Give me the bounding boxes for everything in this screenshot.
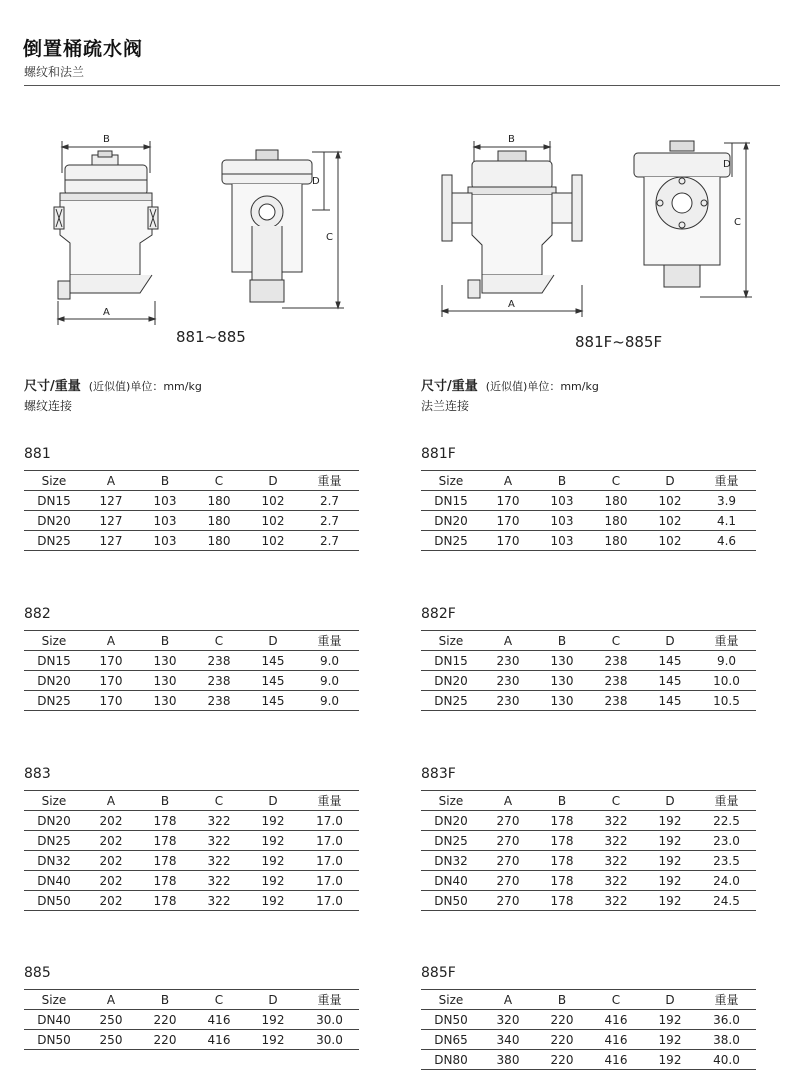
table-cell: 192	[261, 1032, 285, 1047]
table-row	[421, 831, 756, 851]
table-row	[421, 651, 756, 671]
table-cell: 192	[261, 833, 285, 848]
table-row	[24, 1030, 359, 1050]
table-cell: DN40	[37, 873, 71, 888]
table-cell: 202	[99, 873, 123, 888]
column-header: A	[503, 473, 513, 488]
column-header: C	[611, 992, 621, 1007]
table-cell: 102	[658, 533, 682, 548]
table-cell: 220	[550, 1032, 574, 1047]
column-header: B	[160, 793, 170, 808]
table-cell: 9.0	[319, 693, 340, 708]
table-cell: 38.0	[713, 1032, 740, 1047]
table-cell: 220	[153, 1032, 177, 1047]
model-label-882: 882	[24, 606, 51, 622]
right-dims-heading	[421, 375, 599, 394]
table-cell: 250	[99, 1032, 123, 1047]
model-label-885F: 885F	[421, 965, 456, 981]
table-row	[421, 891, 756, 911]
table-row	[24, 891, 359, 911]
column-header: Size	[41, 473, 67, 488]
column-header: D	[268, 793, 278, 808]
table-cell: 250	[99, 1012, 123, 1027]
table-header-row	[24, 631, 359, 651]
right-heading-text: 尺寸/重量	[421, 379, 478, 394]
table-cell: 270	[496, 833, 520, 848]
column-header: A	[503, 992, 513, 1007]
table-row	[421, 1050, 756, 1070]
table-cell: 2.7	[319, 493, 340, 508]
table-row	[421, 1030, 756, 1050]
table-cell: 270	[496, 873, 520, 888]
table-cell: 40.0	[713, 1052, 740, 1067]
table-cell: 322	[604, 833, 628, 848]
table-cell: 416	[207, 1012, 231, 1027]
column-header: Size	[438, 793, 464, 808]
table-cell: 36.0	[713, 1012, 740, 1027]
table-cell: 145	[261, 673, 285, 688]
table-cell: DN32	[37, 853, 71, 868]
table-cell: 17.0	[316, 833, 343, 848]
table-cell: 238	[207, 693, 231, 708]
table-cell: DN20	[434, 813, 468, 828]
table-cell: 178	[550, 833, 574, 848]
column-header: A	[106, 992, 116, 1007]
table-cell: 322	[207, 813, 231, 828]
table-cell: DN25	[37, 693, 71, 708]
table-cell: 24.5	[713, 893, 740, 908]
table-cell: DN20	[434, 673, 468, 688]
table-cell: 9.0	[319, 653, 340, 668]
table-cell: 192	[658, 1032, 682, 1047]
table-cell: 130	[153, 673, 177, 688]
dim-label-d2: D	[723, 159, 731, 170]
spec-table-881F	[421, 470, 756, 551]
table-cell: DN80	[434, 1052, 468, 1067]
column-header: D	[268, 633, 278, 648]
table-row	[24, 691, 359, 711]
table-cell: 416	[604, 1052, 628, 1067]
table-cell: 192	[658, 853, 682, 868]
table-cell: 130	[153, 653, 177, 668]
table-cell: 9.0	[319, 673, 340, 688]
column-header: D	[268, 473, 278, 488]
table-cell: 127	[99, 493, 123, 508]
model-label-883: 883	[24, 766, 51, 782]
spec-table-881	[24, 470, 359, 551]
table-cell: DN25	[434, 833, 468, 848]
column-header: 重量	[317, 993, 342, 1007]
table-cell: 22.5	[713, 813, 740, 828]
table-cell: 102	[261, 533, 285, 548]
table-cell: 17.0	[316, 873, 343, 888]
dim-label-c2: C	[734, 217, 741, 228]
table-row	[421, 671, 756, 691]
column-header: 重量	[714, 993, 739, 1007]
table-cell: 130	[550, 673, 574, 688]
column-header: B	[160, 992, 170, 1007]
table-cell: 416	[604, 1032, 628, 1047]
table-cell: 220	[550, 1012, 574, 1027]
column-header: B	[160, 633, 170, 648]
table-row	[24, 1010, 359, 1030]
table-row	[24, 651, 359, 671]
table-cell: 320	[496, 1012, 520, 1027]
table-cell: 30.0	[316, 1032, 343, 1047]
table-cell: 270	[496, 853, 520, 868]
table-cell: DN20	[434, 513, 468, 528]
column-header: C	[214, 633, 224, 648]
table-cell: 180	[604, 513, 628, 528]
column-header: C	[611, 793, 621, 808]
table-row	[421, 511, 756, 531]
table-cell: 170	[99, 673, 123, 688]
table-cell: DN25	[37, 833, 71, 848]
column-header: B	[557, 992, 567, 1007]
table-cell: 170	[496, 533, 520, 548]
table-cell: 9.0	[716, 653, 737, 668]
table-cell: 180	[604, 533, 628, 548]
column-header: A	[503, 633, 513, 648]
flanged-trap-side-view	[620, 135, 760, 305]
table-cell: 103	[550, 513, 574, 528]
model-label-885: 885	[24, 965, 51, 981]
table-cell: 17.0	[316, 893, 343, 908]
table-row	[24, 851, 359, 871]
table-row	[421, 491, 756, 511]
table-cell: 103	[153, 513, 177, 528]
table-cell: 130	[550, 653, 574, 668]
table-cell: 192	[658, 833, 682, 848]
column-header: B	[557, 473, 567, 488]
column-header: B	[557, 793, 567, 808]
flanged-trap-front-view	[432, 125, 592, 325]
table-cell: 192	[658, 893, 682, 908]
column-header: C	[214, 793, 224, 808]
table-cell: 170	[496, 513, 520, 528]
table-cell: DN65	[434, 1032, 468, 1047]
table-cell: 322	[207, 873, 231, 888]
table-cell: 127	[99, 533, 123, 548]
table-cell: DN15	[37, 653, 71, 668]
table-cell: 178	[550, 893, 574, 908]
table-row	[421, 531, 756, 551]
table-cell: 17.0	[316, 853, 343, 868]
table-header-row	[24, 990, 359, 1010]
table-cell: 30.0	[316, 1012, 343, 1027]
spec-table-885F	[421, 989, 756, 1070]
column-header: 重量	[714, 474, 739, 488]
table-cell: 102	[261, 513, 285, 528]
table-cell: 230	[496, 693, 520, 708]
table-header-row	[24, 471, 359, 491]
column-header: D	[665, 633, 675, 648]
column-header: Size	[41, 793, 67, 808]
table-cell: 4.6	[716, 533, 737, 548]
column-header: C	[214, 992, 224, 1007]
model-label-881F: 881F	[421, 446, 456, 462]
table-cell: 103	[153, 493, 177, 508]
column-header: D	[665, 793, 675, 808]
left-dims-heading	[24, 375, 202, 394]
table-cell: 145	[261, 693, 285, 708]
table-cell: 192	[261, 853, 285, 868]
table-cell: 180	[604, 493, 628, 508]
table-header-row	[24, 791, 359, 811]
table-cell: 130	[550, 693, 574, 708]
table-cell: 380	[496, 1052, 520, 1067]
table-cell: 10.5	[713, 693, 740, 708]
table-cell: DN20	[37, 513, 71, 528]
table-cell: 192	[261, 813, 285, 828]
table-cell: 145	[261, 653, 285, 668]
column-header: D	[665, 473, 675, 488]
table-cell: 103	[550, 533, 574, 548]
table-cell: 4.1	[716, 513, 737, 528]
table-cell: 178	[550, 873, 574, 888]
table-cell: 192	[658, 813, 682, 828]
table-cell: 180	[207, 493, 231, 508]
table-row	[24, 811, 359, 831]
spec-table-885	[24, 989, 359, 1050]
table-cell: 322	[207, 853, 231, 868]
table-cell: 127	[99, 513, 123, 528]
table-cell: DN15	[37, 493, 71, 508]
table-cell: 145	[658, 673, 682, 688]
table-cell: 103	[153, 533, 177, 548]
table-cell: DN50	[37, 893, 71, 908]
table-row	[421, 691, 756, 711]
table-cell: 178	[153, 893, 177, 908]
table-cell: DN15	[434, 653, 468, 668]
table-cell: 270	[496, 813, 520, 828]
table-cell: 2.7	[319, 533, 340, 548]
table-cell: 102	[658, 493, 682, 508]
column-header: Size	[41, 633, 67, 648]
table-cell: 170	[99, 693, 123, 708]
table-cell: 130	[153, 693, 177, 708]
table-cell: DN20	[37, 813, 71, 828]
table-row	[24, 511, 359, 531]
page-subtitle: 螺纹和法兰	[24, 65, 85, 79]
dim-label-a: A	[103, 307, 110, 318]
table-cell: 322	[604, 813, 628, 828]
table-cell: DN40	[37, 1012, 71, 1027]
model-label-882F: 882F	[421, 606, 456, 622]
column-header: Size	[438, 992, 464, 1007]
table-cell: 2.7	[319, 513, 340, 528]
column-header: C	[214, 473, 224, 488]
table-cell: 322	[604, 893, 628, 908]
dim-label-b: B	[103, 134, 110, 145]
left-drawing-caption: 881~885	[176, 328, 246, 346]
table-cell: 416	[207, 1032, 231, 1047]
table-cell: 192	[658, 873, 682, 888]
column-header: A	[106, 633, 116, 648]
spec-table-883	[24, 790, 359, 911]
table-cell: 10.0	[713, 673, 740, 688]
spec-table-883F	[421, 790, 756, 911]
table-cell: 238	[207, 673, 231, 688]
table-cell: 238	[604, 673, 628, 688]
column-header: 重量	[317, 794, 342, 808]
column-header: D	[665, 992, 675, 1007]
table-cell: DN25	[37, 533, 71, 548]
table-cell: DN40	[434, 873, 468, 888]
table-cell: 192	[658, 1052, 682, 1067]
table-cell: 238	[604, 653, 628, 668]
table-cell: DN25	[434, 533, 468, 548]
column-header: D	[268, 992, 278, 1007]
right-units-note: (近似值)单位：mm/kg	[485, 380, 599, 393]
table-cell: DN32	[434, 853, 468, 868]
table-header-row	[421, 471, 756, 491]
left-connection-type: 螺纹连接	[24, 399, 73, 413]
table-cell: 322	[207, 893, 231, 908]
table-header-row	[421, 990, 756, 1010]
threaded-trap-side-view	[212, 140, 352, 315]
column-header: C	[611, 473, 621, 488]
table-row	[24, 831, 359, 851]
table-cell: 170	[496, 493, 520, 508]
column-header: Size	[41, 992, 67, 1007]
right-drawing-caption: 881F~885F	[575, 333, 663, 351]
table-cell: DN50	[37, 1032, 71, 1047]
model-label-881: 881	[24, 446, 51, 462]
table-cell: 103	[550, 493, 574, 508]
table-cell: 322	[604, 873, 628, 888]
table-cell: 202	[99, 893, 123, 908]
table-cell: 17.0	[316, 813, 343, 828]
table-cell: 3.9	[716, 493, 737, 508]
table-row	[421, 871, 756, 891]
table-cell: 202	[99, 833, 123, 848]
table-cell: 340	[496, 1032, 520, 1047]
table-cell: 24.0	[713, 873, 740, 888]
table-cell: DN20	[37, 673, 71, 688]
right-connection-type: 法兰连接	[421, 399, 470, 413]
table-cell: 192	[261, 893, 285, 908]
table-cell: DN50	[434, 893, 468, 908]
table-row	[24, 491, 359, 511]
spec-table-882	[24, 630, 359, 711]
spec-table-882F	[421, 630, 756, 711]
table-cell: 178	[550, 853, 574, 868]
table-header-row	[421, 631, 756, 651]
table-cell: 322	[207, 833, 231, 848]
column-header: A	[106, 793, 116, 808]
model-label-883F: 883F	[421, 766, 456, 782]
dim-label-b2: B	[508, 134, 515, 145]
table-cell: 23.5	[713, 853, 740, 868]
table-cell: 178	[550, 813, 574, 828]
dim-label-d: D	[312, 176, 320, 187]
column-header: 重量	[714, 634, 739, 648]
table-cell: 180	[207, 513, 231, 528]
table-row	[24, 871, 359, 891]
table-cell: 178	[153, 873, 177, 888]
page-title: 倒置桶疏水阀	[23, 38, 144, 60]
table-cell: 102	[261, 493, 285, 508]
table-row	[421, 811, 756, 831]
title-divider	[24, 85, 780, 86]
column-header: 重量	[317, 634, 342, 648]
column-header: B	[160, 473, 170, 488]
table-cell: 202	[99, 813, 123, 828]
table-cell: 416	[604, 1012, 628, 1027]
table-cell: 145	[658, 693, 682, 708]
table-cell: 238	[604, 693, 628, 708]
table-cell: 170	[99, 653, 123, 668]
table-cell: 178	[153, 833, 177, 848]
table-row	[421, 851, 756, 871]
table-cell: DN25	[434, 693, 468, 708]
dim-label-a2: A	[508, 299, 515, 310]
table-cell: 230	[496, 653, 520, 668]
table-cell: 192	[261, 873, 285, 888]
column-header: Size	[438, 633, 464, 648]
table-cell: 192	[261, 1012, 285, 1027]
threaded-trap-front-view	[40, 125, 170, 335]
column-header: A	[106, 473, 116, 488]
table-cell: 178	[153, 853, 177, 868]
column-header: Size	[438, 473, 464, 488]
table-cell: 220	[153, 1012, 177, 1027]
table-cell: 178	[153, 813, 177, 828]
table-cell: 220	[550, 1052, 574, 1067]
table-cell: DN15	[434, 493, 468, 508]
left-units-note: (近似值)单位：mm/kg	[88, 380, 202, 393]
table-cell: 180	[207, 533, 231, 548]
left-heading-text: 尺寸/重量	[24, 379, 81, 394]
table-row	[24, 671, 359, 691]
table-row	[421, 1010, 756, 1030]
table-cell: 192	[658, 1012, 682, 1027]
column-header: C	[611, 633, 621, 648]
table-cell: DN50	[434, 1012, 468, 1027]
table-header-row	[421, 791, 756, 811]
column-header: 重量	[714, 794, 739, 808]
column-header: 重量	[317, 474, 342, 488]
dim-label-c: C	[326, 232, 333, 243]
table-cell: 102	[658, 513, 682, 528]
table-cell: 202	[99, 853, 123, 868]
table-cell: 322	[604, 853, 628, 868]
table-row	[24, 531, 359, 551]
column-header: A	[503, 793, 513, 808]
table-cell: 23.0	[713, 833, 740, 848]
table-cell: 230	[496, 673, 520, 688]
column-header: B	[557, 633, 567, 648]
table-cell: 145	[658, 653, 682, 668]
table-cell: 270	[496, 893, 520, 908]
table-cell: 238	[207, 653, 231, 668]
